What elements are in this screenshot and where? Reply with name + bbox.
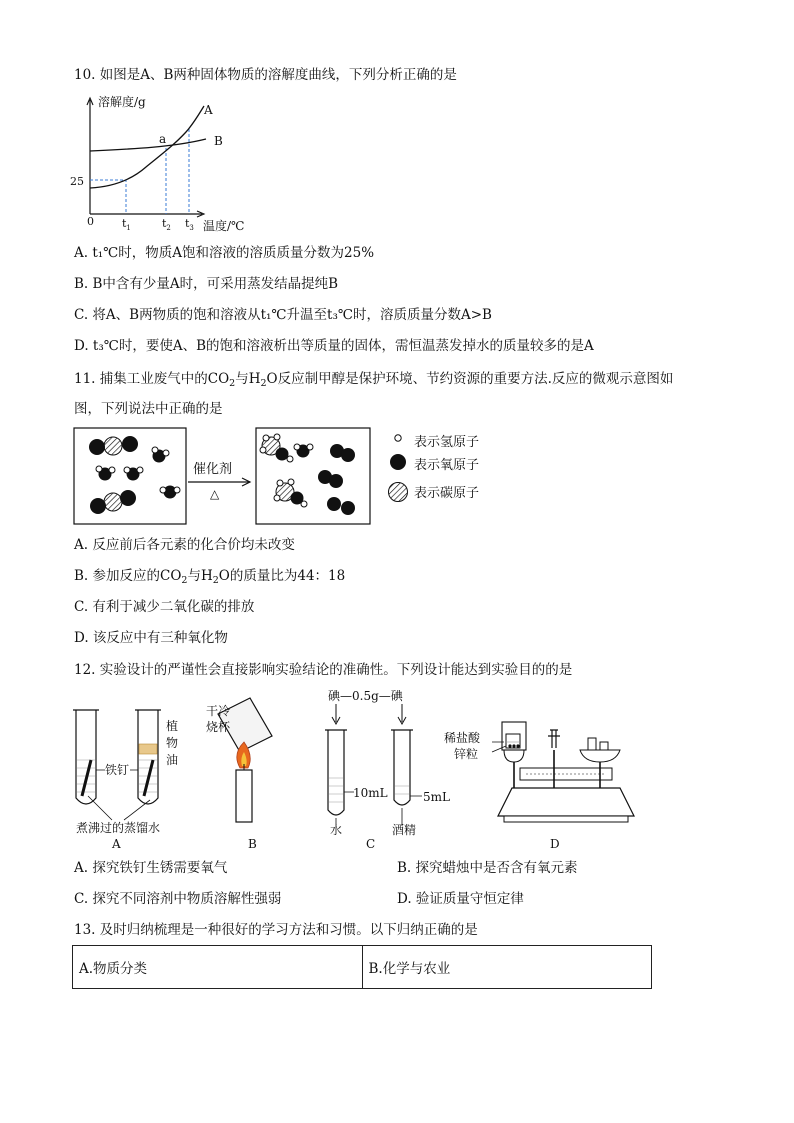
q12-option-b: B. 探究蜡烛中是否含有氧元素 [397,860,578,876]
q13-table-cell-b: B.化学与农业 [362,946,652,988]
q11-option-d: D. 该反应中有三种氧化物 [74,630,228,646]
figure-c-solvent-1: 水 [330,823,343,837]
q11-stem-line1: 11. 捕集工业废气中的$CO_2$与$H_2O$反应制甲醇是保护环境、节约资源的重要方法.反应的微观示意图如 [74,371,674,389]
chart-origin: 0 [87,215,94,228]
figure-a-oil-label-1: 植 [166,719,179,733]
h2o-molecule [152,447,169,463]
chart-xtick-t1: $t_1$ [122,217,131,232]
q13-table [72,945,652,989]
h2o-molecule [96,466,115,481]
legend-oxygen-label: 表示氧原子 [414,458,480,473]
q12-option-d: D. 验证质量守恒定律 [397,891,524,907]
q13-table-cell-a: A.物质分类 [79,961,148,977]
legend-oxygen-icon [390,454,406,470]
h2o-molecule [294,444,313,458]
figure-a-oil-label-3: 油 [166,753,179,767]
q11-option-c: C. 有利于减少二氧化碳的排放 [74,599,255,615]
figure-b-beaker-label-2: 烧杯 [206,720,231,734]
legend-carbon-icon [389,483,408,502]
chart-axes [90,100,202,214]
figure-c-label: C [366,837,376,851]
figure-b-beaker-label-1: 干冷 [206,704,231,718]
q11-stem-line2: 图，下列说法中正确的是 [74,401,223,417]
q12-stem: 12. 实验设计的严谨性会直接影响实验结论的准确性。下列设计能达到实验目的的是 [74,662,573,678]
q13-stem: 13. 及时归纳梳理是一种很好的学习方法和习惯。以下归纳正确的是 [74,922,478,938]
methanol-molecule [274,479,307,507]
figure-c-volume-2: 5mL [423,790,450,804]
q10-option-d: D. t₃℃时，要使A、B的饱和溶液析出等质量的固体，需恒温蒸发掉水的质量较多的是A [74,338,594,354]
figure-d-balance [492,722,634,822]
chart-xlabel: 温度/℃ [203,219,245,233]
o2-molecule [318,470,343,488]
figure-d-zinc-label: 锌粒 [454,747,479,761]
q10-option-a: A. t₁℃时，物质A饱和溶液的溶质质量分数为25% [74,245,375,261]
figure-c-solvent-2: 酒精 [392,823,417,837]
q11-option-a: A. 反应前后各元素的化合价均未改变 [74,537,295,553]
q12-option-a: A. 探究铁钉生锈需要氧气 [74,860,228,876]
q10-option-c: C. 将A、B两物质的饱和溶液从t₁℃升温至t₃℃时，溶质质量分数A>B [74,307,492,323]
reaction-arrow [188,478,250,486]
figure-c-iodine-label: 碘—0.5g—碘 [328,689,403,703]
figure-d-label: D [550,837,560,851]
chart-intersection-label: a [159,132,167,146]
chart-series-b-label: B [214,134,223,148]
legend-carbon-label: 表示碳原子 [414,486,480,501]
figure-c-test-tubes [325,704,422,826]
chart-xtick-t3: $t_3$ [185,217,194,232]
h2o-molecule [160,486,180,499]
figure-a-label: A [112,837,121,851]
chart-axis-arrows [87,98,204,217]
heat-label: △ [210,487,220,501]
solubility-chart [70,92,264,233]
q10-option-b: B. B中含有少量A时，可采用蒸发结晶提纯B [74,276,339,292]
chart-series-a-curve [90,106,204,188]
q12-option-c: C. 探究不同溶剂中物质溶解性强弱 [74,891,282,907]
chart-ytick: 25 [70,175,84,188]
figure-d-acid-label: 稀盐酸 [444,731,481,745]
o2-molecule [330,444,355,462]
co2-molecule [90,490,136,514]
figure-b-label: B [248,837,257,851]
co2-molecule [89,436,138,455]
q11-option-b: B. 参加反应的$CO_2$与$H_2O$的质量比为44：18 [74,568,346,586]
catalyst-label: 催化剂 [193,462,233,477]
figure-c-volume-1: 10mL [353,786,388,800]
figure-a-oil-label-2: 物 [166,736,179,750]
h2o-molecule [124,467,143,481]
legend-hydrogen-label: 表示氢原子 [414,435,480,450]
experiment-figures [72,688,632,852]
figure-a-water-label: 煮沸过的蒸馏水 [76,821,161,835]
q10-stem: 10. 如图是A、B两种固体物质的溶解度曲线，下列分析正确的是 [74,67,457,83]
chart-series-a-label: A [204,103,213,117]
chart-ylabel: 溶解度/g [98,95,146,109]
methanol-molecule [260,434,293,462]
reaction-diagram [72,426,502,526]
chart-xtick-t2: $t_2$ [162,217,171,232]
legend-hydrogen-icon [395,435,401,441]
figure-a-nail-label: 铁钉 [105,763,130,777]
o2-molecule [327,497,355,515]
